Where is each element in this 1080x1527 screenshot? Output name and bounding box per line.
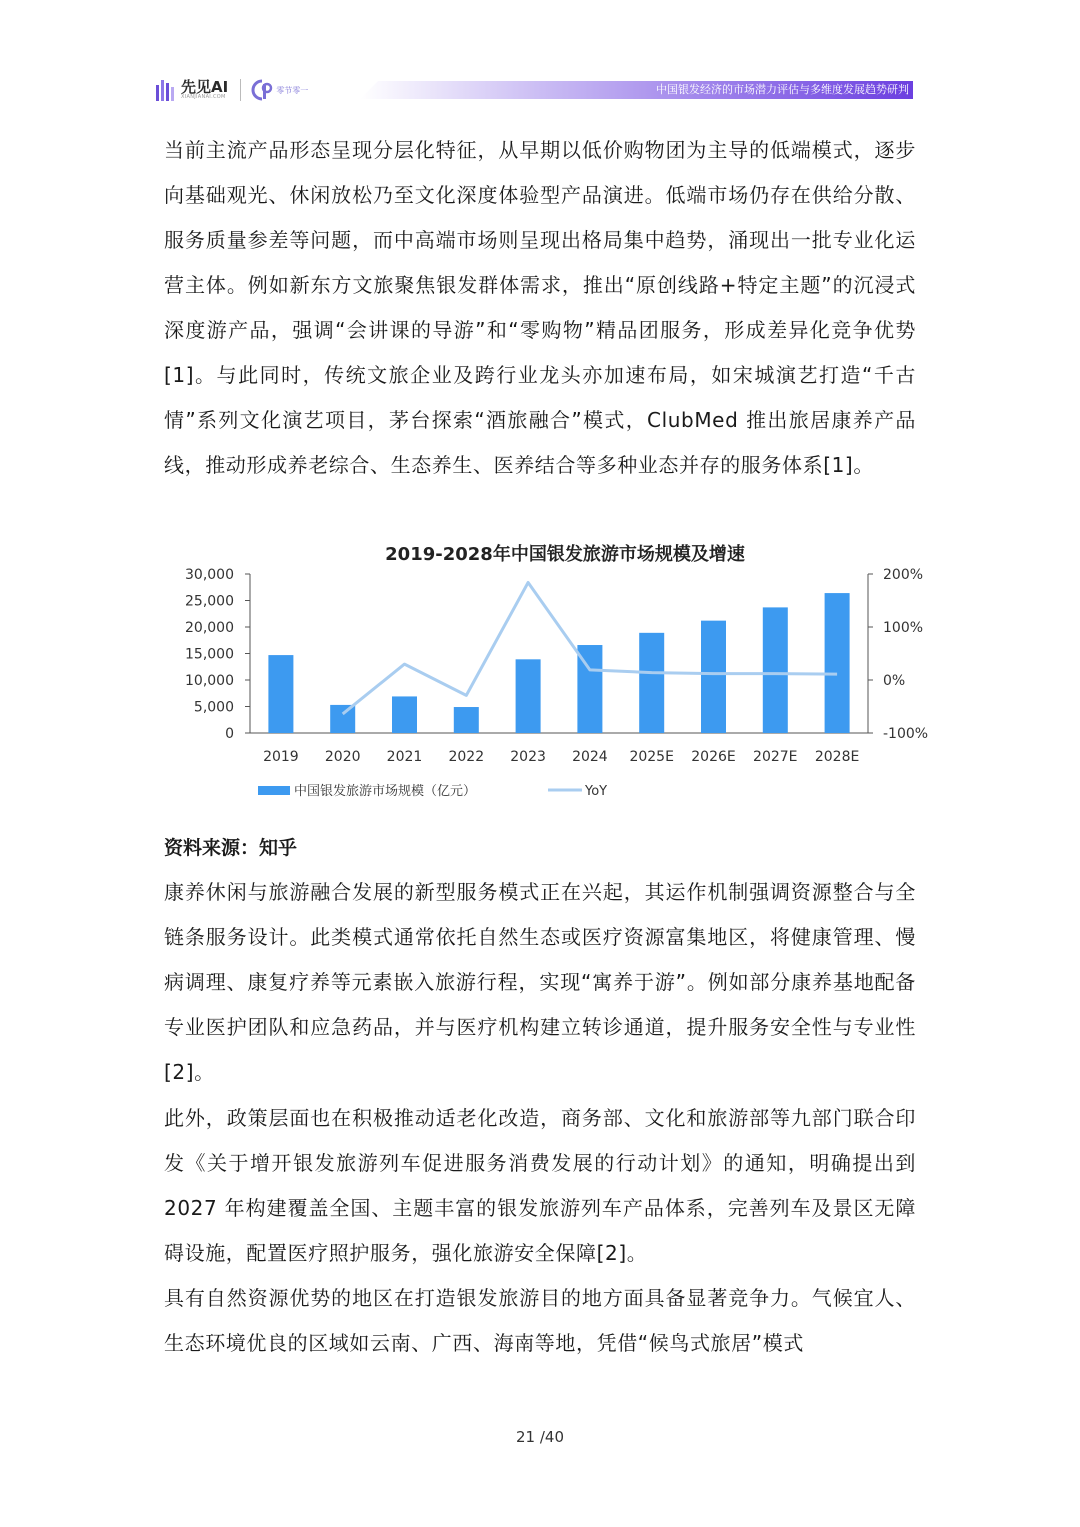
bar-2028E [825,593,850,733]
right-axis-ticks [868,567,928,742]
x-label-2021: 2021 [386,749,423,765]
right-tick-label: 0% [883,673,906,689]
left-tick-label: 0 [225,726,234,742]
brand-logos [155,74,308,106]
x-label-2027E: 2027E [753,749,798,765]
paragraph-3: 此外，政策层面也在积极推动适老化改造，商务部、文化和旅游部等九部门联合印发《关于增开银发旅游列车促进服务消费发展的行动计划》的通知，明确提出到 2027 年构建覆盖全国、主题丰富的银发旅游列车产品体系，完善列车及景区无障碍设施，配置医疗照护服务，强化旅游安全保障[2]。 [164,1106,916,1265]
bar-2026E [701,621,726,733]
legend-line-label: YoY [585,784,608,799]
bar-2020 [330,705,355,733]
bar-2027E [763,607,788,733]
report-title: 中国银发经济的市场潜力评估与多维度发展趋势研判 [656,83,909,96]
x-label-2026E: 2026E [691,749,736,765]
x-label-2025E: 2025E [629,749,674,765]
right-tick-label: -100% [883,726,929,742]
chart-legend [258,783,607,799]
brand-name-text: 先见AI [181,77,229,96]
x-label-2022: 2022 [448,749,485,765]
bar-2019 [268,655,293,733]
bar-2022 [454,707,479,733]
left-tick-label: 25,000 [185,593,234,610]
xianjian-logo-icon [155,77,177,103]
chart-title: 2019-2028年中国银发旅游市场规模及增速 [385,544,745,565]
x-axis-labels [263,749,859,765]
x-label-2019: 2019 [263,749,299,765]
page-number: 21 /40 [516,1428,564,1446]
x-label-2024: 2024 [572,749,608,765]
left-tick-label: 30,000 [185,567,234,583]
partner-logo [251,79,308,101]
source-label: 资料来源：知乎 [164,837,298,859]
header-banner [360,81,913,99]
right-tick-label: 200% [883,567,924,583]
brand-name [181,77,229,101]
market-size-chart [160,538,940,808]
bar-series [268,593,849,733]
left-tick-label: 10,000 [185,673,234,689]
partner-logo-text: 零节零一 [276,85,309,95]
brand-url-text: XIANJIANAI.COM [181,94,226,101]
left-tick-label: 15,000 [185,646,234,663]
legend-bar-label: 中国银发旅游市场规模（亿元） [294,784,477,799]
chart-canvas [160,538,940,808]
paragraph-2: 康养休闲与旅游融合发展的新型服务模式正在兴起，其运作机制强调资源整合与全链条服务设计。此类模式通常依托自然生态或医疗资源富集地区，将健康管理、慢病调理、康复疗养等元素嵌入旅游行程，实现“寓养于游”。例如部分康养基地配备专业医护团队和应急药品，并与医疗机构建立转诊通道，提升服务安全性与专业性[2]。 [164,880,916,1084]
left-tick-label: 5,000 [193,699,234,716]
bar-2025E [639,633,664,733]
paragraph-4: 具有自然资源优势的地区在打造银发旅游目的地方面具备显著竞争力。气候宜人、生态环境优良的区域如云南、广西、海南等地，凭借“候鸟式旅居”模式 [164,1286,916,1355]
left-tick-label: 20,000 [185,620,234,636]
right-tick-label: 100% [883,620,924,636]
bar-2023 [516,659,541,733]
page-header [0,0,1080,110]
legend-bar-swatch [258,786,290,795]
x-label-2028E: 2028E [814,749,860,765]
bar-2021 [392,696,417,733]
x-label-2023: 2023 [510,749,546,765]
left-axis-ticks [185,567,250,742]
x-label-2020: 2020 [324,749,361,765]
paragraph-1: 当前主流产品形态呈现分层化特征，从早期以低价购物团为主导的低端模式，逐步向基础观光、休闲放松乃至文化深度体验型产品演进。低端市场仍存在供给分散、服务质量参差等问题，而中高端市场则呈现出格局集中趋势，涌现出一批专业化运营主体。例如新东方文旅聚焦银发群体需求，推出“原创线路+特定主题”的沉浸式深度游产品，强调“会讲课的导游”和“零购物”精品团服务，形成差异化竞争优势[1]。与此同时，传统文旅企业及跨行业龙头亦加速布局，如宋城演艺打造“千古情”系列文化演艺项目，茅台探索“酒旅融合”模式，ClubMed 推出旅居康养产品线，推动形成养老综合、生态养生、医养结合等多种业态并存的服务体系[1]。 [164,138,916,477]
logo-divider [240,79,241,101]
partner-logo-icon [251,79,273,101]
